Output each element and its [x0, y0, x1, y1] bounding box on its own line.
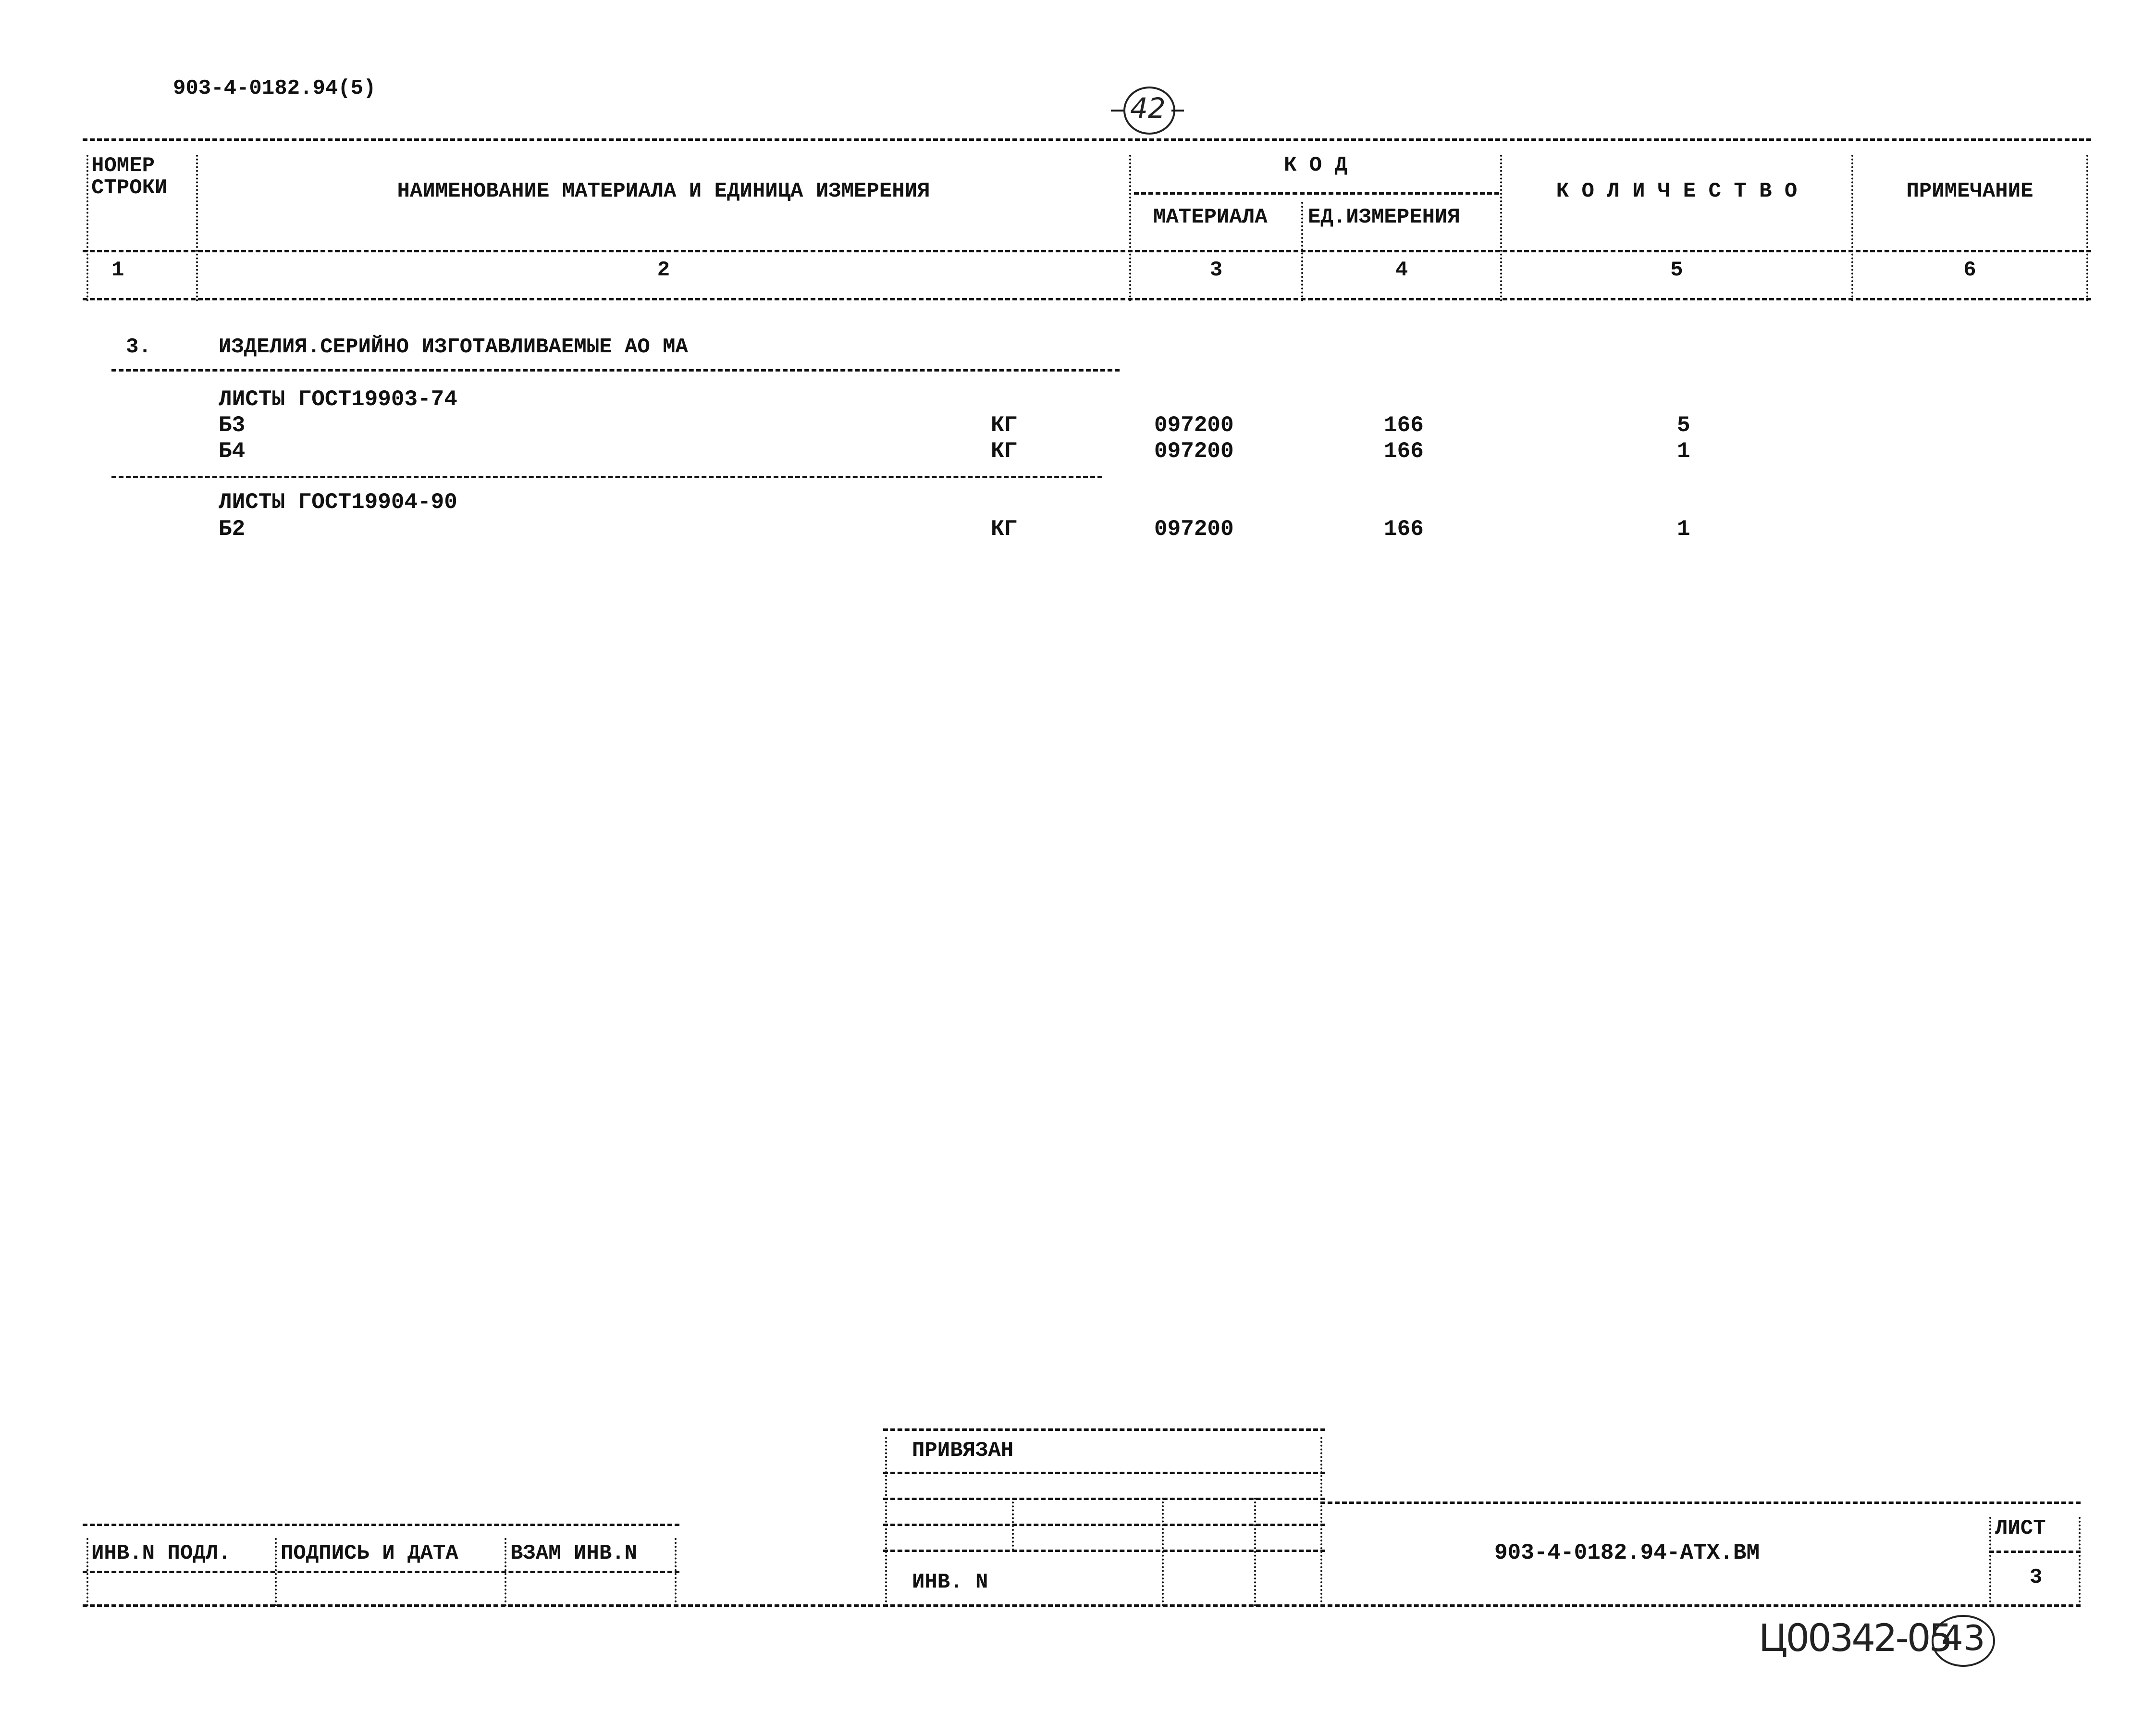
document-code-top: 903-4-0182.94(5): [173, 76, 376, 100]
list-mid-line: [1989, 1551, 2081, 1553]
group-title: ЛИСТЫ ГОСТ19903-74: [219, 387, 457, 412]
page-number: 42: [1130, 92, 1166, 124]
privyazan-label: ПРИВЯЗАН: [912, 1439, 1014, 1463]
priv-border-4: [1320, 1437, 1322, 1606]
inv-border-2: [505, 1538, 506, 1606]
priv-border-0: [885, 1437, 887, 1606]
header-quantity: К О Л И Ч Е С Т В О: [1556, 179, 1798, 203]
item-unit-code: 166: [1384, 439, 1424, 464]
list-border-left: [1989, 1517, 1991, 1606]
inv-n-label: ИНВ. N: [912, 1570, 988, 1594]
header-kod: К О Д: [1283, 153, 1348, 177]
group-title: ЛИСТЫ ГОСТ19904-90: [219, 490, 457, 515]
header-note: ПРИМЕЧАНИЕ: [1906, 179, 2033, 203]
title-bottom-line: [1320, 1604, 2081, 1607]
header-col-number-5: 5: [1670, 258, 1683, 282]
inv-bottom-line: [83, 1604, 880, 1607]
item-unit: КГ: [991, 413, 1018, 438]
item-unit-code: 166: [1384, 517, 1424, 542]
list-label: ЛИСТ: [1995, 1516, 2046, 1540]
item-material-code: 097200: [1154, 439, 1234, 464]
inv-mid-line: [83, 1571, 679, 1573]
header-col-number-1: 1: [111, 258, 124, 282]
page-number-dash-right: [1171, 110, 1184, 112]
item-name: Б3: [219, 413, 246, 438]
header-row-number: НОМЕР СТРОКИ: [91, 154, 168, 200]
inv-border-1: [275, 1538, 277, 1606]
table-header-top-line: [83, 138, 2091, 141]
col-border-0: [86, 155, 88, 301]
priv-line-4: [883, 1550, 1325, 1552]
section-number: 3.: [126, 335, 151, 359]
priv-line-1: [883, 1472, 1325, 1474]
header-col-number-3: 3: [1209, 258, 1223, 282]
inv-border-3: [675, 1538, 677, 1606]
item-unit: КГ: [991, 439, 1018, 464]
vzam-inv-label: ВЗАМ ИНВ.N: [510, 1541, 638, 1565]
header-col-number-6: 6: [1963, 258, 1976, 282]
podpis-data-label: ПОДПИСЬ И ДАТА: [281, 1541, 458, 1565]
priv-border-2: [1162, 1498, 1164, 1606]
item-material-code: 097200: [1154, 517, 1234, 542]
header-material-name: НАИМЕНОВАНИЕ МАТЕРИАЛА И ЕДИНИЦА ИЗМЕРЕНИЯ: [397, 179, 930, 203]
priv-line-3: [883, 1524, 1325, 1526]
inv-border-0: [86, 1538, 88, 1606]
priv-line-2: [883, 1498, 1325, 1500]
title-top-line: [1320, 1502, 2081, 1504]
priv-border-3: [1254, 1498, 1256, 1606]
item-unit-code: 166: [1384, 413, 1424, 438]
section-underline: [111, 369, 1120, 372]
table-header-mid-line: [83, 250, 2091, 252]
archive-number: 43: [1941, 1618, 1985, 1658]
col-border-6: [2086, 155, 2088, 301]
kod-divider-line: [1134, 192, 1499, 195]
priv-line-0: [883, 1428, 1325, 1431]
inv-top-line: [83, 1524, 679, 1526]
item-name: Б4: [219, 439, 246, 464]
header-col-number-4: 4: [1395, 258, 1408, 282]
priv-border-1: [1012, 1498, 1014, 1551]
item-name: Б2: [219, 517, 246, 542]
page-number-dash-left: [1111, 110, 1123, 112]
header-col-number-2: 2: [657, 258, 670, 282]
document-code: 903-4-0182.94-АТХ.ВМ: [1494, 1540, 1760, 1565]
item-quantity: 1: [1677, 439, 1690, 464]
header-material-code: МАТЕРИАЛА: [1153, 205, 1268, 229]
group-underline: [111, 476, 1102, 478]
col-border-3: [1301, 202, 1303, 301]
table-header-bottom-line: [83, 298, 2091, 300]
item-quantity: 5: [1677, 413, 1690, 438]
item-unit: КГ: [991, 517, 1018, 542]
header-unit-code: ЕД.ИЗМЕРЕНИЯ: [1308, 205, 1460, 229]
section-title: ИЗДЕЛИЯ.СЕРИЙНО ИЗГОТАВЛИВАЕМЫЕ АО МА: [219, 335, 688, 359]
item-quantity: 1: [1677, 517, 1690, 542]
list-border-right: [2079, 1517, 2081, 1606]
inv-podl-label: ИНВ.N ПОДЛ.: [91, 1541, 231, 1565]
priv-line-5: [883, 1604, 1325, 1607]
item-material-code: 097200: [1154, 413, 1234, 438]
list-number: 3: [2030, 1565, 2043, 1589]
archive-code: Ц00342-05: [1759, 1617, 1951, 1660]
